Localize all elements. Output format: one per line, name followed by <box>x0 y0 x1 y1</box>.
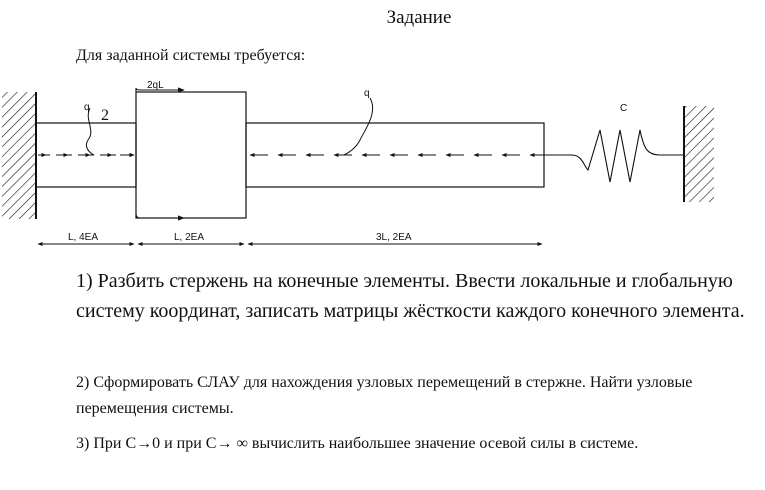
task-1: 1) Разбить стержень на конечные элементы. Ввести локальные и глобальную систему координат, записать матрицы жёсткости каждого конечного элемента. <box>76 270 745 322</box>
distributed-load-right <box>250 98 544 155</box>
task-3: 3) При С→0 и при С→ ∞ вычислить наибольшее значение осевой силы в системе. <box>76 435 639 452</box>
dim-label-1: L, 4EA <box>68 232 99 243</box>
dim-label-2: L, 2EA <box>174 232 205 243</box>
dim-label-3: 3L, 2EA <box>376 232 412 243</box>
right-wall <box>684 106 714 202</box>
intro-text: Для заданной системы требуется: <box>76 47 306 64</box>
spring-label: C <box>620 103 628 114</box>
left-wall <box>2 92 36 219</box>
distributed-load-left <box>38 108 134 155</box>
rod-segment-2 <box>136 92 246 218</box>
force-arrows <box>136 88 184 218</box>
spring <box>544 130 684 182</box>
q-right-label: q <box>364 88 370 99</box>
rod-diagram <box>0 70 765 260</box>
element-number: 2 <box>101 107 109 124</box>
task-2: 2) Сформировать СЛАУ для нахождения узловых перемещений в стержне. Найти узловые перемещения системы. <box>76 374 693 417</box>
page-title: Задание <box>386 7 452 28</box>
force-label: 2qL <box>147 80 164 91</box>
q-left-label: q <box>84 102 90 113</box>
